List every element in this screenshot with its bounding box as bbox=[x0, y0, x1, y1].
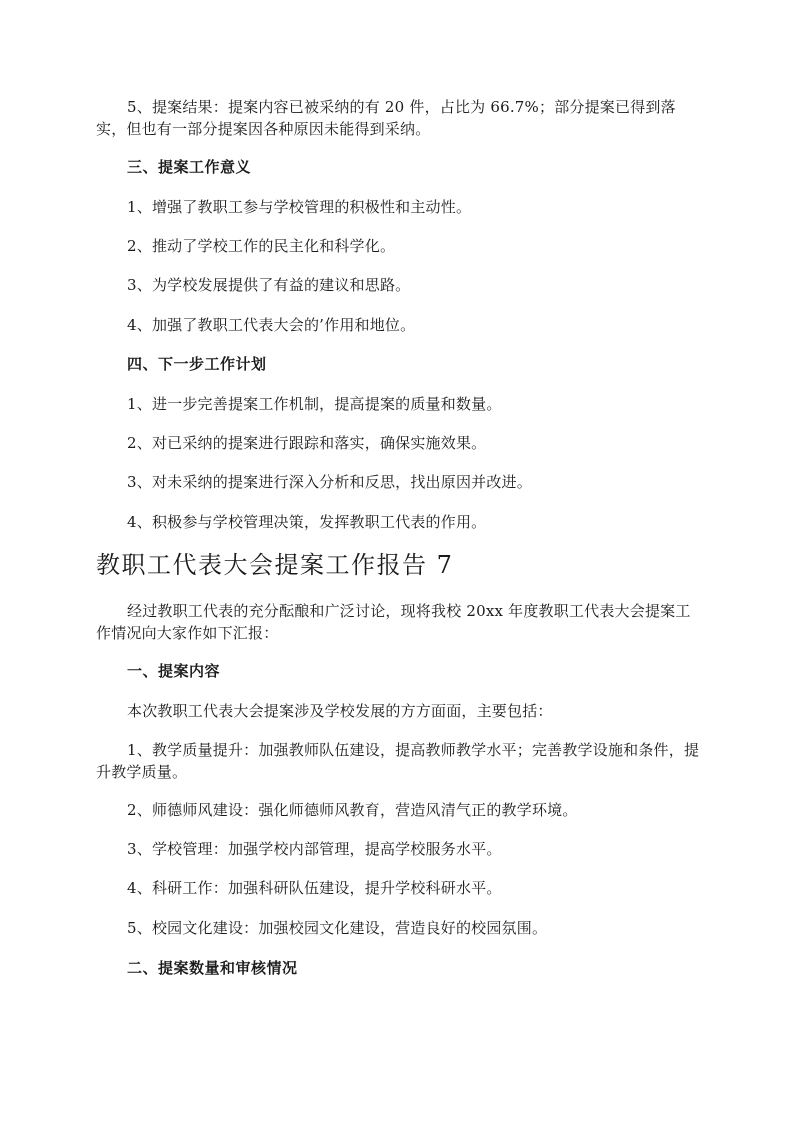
section-heading-count-review: 二、提案数量和审核情况 bbox=[127, 959, 298, 977]
lead-paragraph: 本次教职工代表大会提案涉及学校发展的方方面面，主要包括： bbox=[127, 702, 553, 720]
intro-paragraph: 经过教职工代表的充分酝酿和广泛讨论，现将我校 20xx 年度教职工代表大会提案工作情况向大家作如下汇报： bbox=[96, 602, 691, 642]
list-item: 1、进一步完善提案工作机制，提高提案的质量和数量。 bbox=[127, 395, 502, 413]
list-item: 5、校园文化建设：加强校园文化建设，营造良好的校园氛围。 bbox=[127, 919, 548, 937]
list-item: 1、增强了教职工参与学校管理的积极性和主动性。 bbox=[127, 198, 472, 216]
list-item: 2、师德师风建设：强化师德师风教育，营造风清气正的教学环境。 bbox=[127, 801, 578, 819]
section-heading-content: 一、提案内容 bbox=[127, 662, 221, 680]
section-heading-next-plan: 四、下一步工作计划 bbox=[127, 355, 267, 373]
section-heading-significance: 三、提案工作意义 bbox=[127, 158, 252, 176]
result-paragraph: 5、提案结果：提案内容已被采纳的有 20 件，占比为 66.7%；部分提案已得到落实，但也有一部分提案因各种原因未能得到采纳。 bbox=[96, 98, 676, 138]
list-item: 4、积极参与学校管理决策，发挥教职工代表的作用。 bbox=[127, 513, 487, 531]
list-item: 3、学校管理：加强学校内部管理，提高学校服务水平。 bbox=[127, 840, 502, 858]
list-item: 2、对已采纳的提案进行跟踪和落实，确保实施效果。 bbox=[127, 434, 487, 452]
list-item: 3、对未采纳的提案进行深入分析和反思，找出原因并改进。 bbox=[127, 473, 532, 491]
report-title: 教职工代表大会提案工作报告 7 bbox=[96, 551, 454, 579]
list-item: 3、为学校发展提供了有益的建议和思路。 bbox=[127, 276, 411, 294]
list-item: 2、推动了学校工作的民主化和科学化。 bbox=[127, 237, 396, 255]
list-item: 1、教学质量提升：加强教师队伍建设，提高教师教学水平；完善教学设施和条件，提升教学质量。 bbox=[96, 741, 700, 781]
list-item: 4、科研工作：加强科研队伍建设，提升学校科研水平。 bbox=[127, 879, 502, 897]
list-item: 4、加强了教职工代表大会的’作用和地位。 bbox=[127, 316, 416, 334]
